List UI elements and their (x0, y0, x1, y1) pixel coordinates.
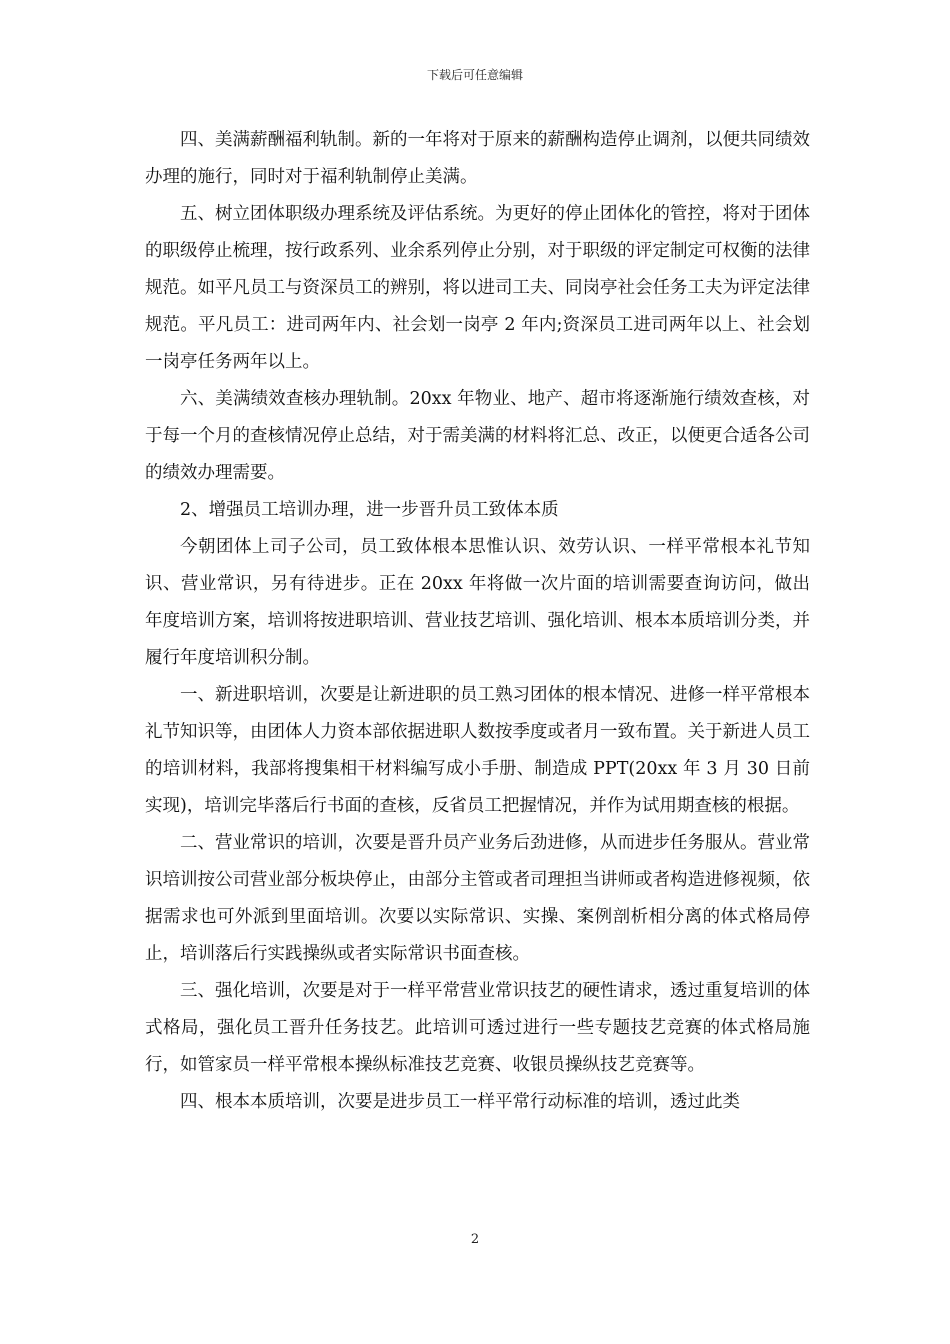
paragraph-salary-welfare: 四、美满薪酬福利轨制。新的一年将对于原来的薪酬构造停止调剂，以便共同绩效办理的施行，同时对于福利轨制停止美满。 (145, 130, 810, 187)
paragraph-performance-appraisal: 六、美满绩效查核办理轨制。20xx 年物业、地产、超市将逐渐施行绩效查核，对于每一个月的查核情况停止总结，对于需美满的材料将汇总、改正，以便更合适各公司的绩效办理需要。 (145, 389, 810, 483)
paragraph-basic-quality-training: 四、根本本质培训，次要是进步员工一样平常行动标准的培训，透过此类 (180, 1092, 740, 1112)
page-header: 下载后可任意编辑 (426, 68, 523, 82)
page-number: 2 (470, 1232, 480, 1247)
paragraph-training-overview: 今朝团体上司子公司，员工致体根本思惟认识、效劳认识、一样平常根本礼节知识、营业常识，另有待进步。正在 20xx 年将做一次片面的培训需要查询访问，做出年度培训方案，培训将按进职培训、营业技艺培训、强化培训、根本本质培训分类，并履行年度培训积分制。 (145, 537, 810, 668)
document-body (145, 122, 810, 1121)
paragraph-onboarding-training: 一、新进职培训，次要是让新进职的员工熟习团体的根本情况、进修一样平常根本礼节知识等，由团体人力资本部依据进职人数按季度或者月一致布置。关于新进人员工的培训材料，我部将搜集相干材料编写成小手册、制造成 PPT(20xx 年 3 月 30 日前实现)，培训完毕落后行书面的查核，反省员工把握情况，并作为试用期查核的根据。 (145, 685, 810, 816)
paragraph-job-level-system: 五、树立团体职级办理系统及评估系统。为更好的停止团体化的管控，将对于团体的职级停止梳理，按行政系列、业余系列停止分别，对于职级的评定制定可权衡的法律规范。如平凡员工与资深员工的辨别，将以进司工夫、同岗亭社会任务工夫为评定法律规范。平凡员工：进司两年内、社会划一岗亭 2 年内;资深员工进司两年以上、社会划一岗亭任务两年以上。 (145, 204, 810, 372)
paragraph-business-training: 二、营业常识的培训，次要是晋升员产业务后劲进修，从而进步任务服从。营业常识培训按公司营业部分板块停止，由部分主管或者司理担当讲师或者构造进修视频，依据需求也可外派到里面培训。次要以实际常识、实操、案例剖析相分离的体式格局停止，培训落后行实践操纵或者实际常识书面查核。 (145, 833, 810, 964)
section-heading-training: 2、增强员工培训办理，进一步晋升员工致体本质 (180, 500, 559, 520)
paragraph-intensive-training: 三、强化培训，次要是对于一样平常营业常识技艺的硬性请求，透过重复培训的体式格局，强化员工晋升任务技艺。此培训可透过进行一些专题技艺竞赛的体式格局施行，如管家员一样平常根本操纵标准技艺竞赛、收银员操纵技艺竞赛等。 (145, 981, 810, 1075)
